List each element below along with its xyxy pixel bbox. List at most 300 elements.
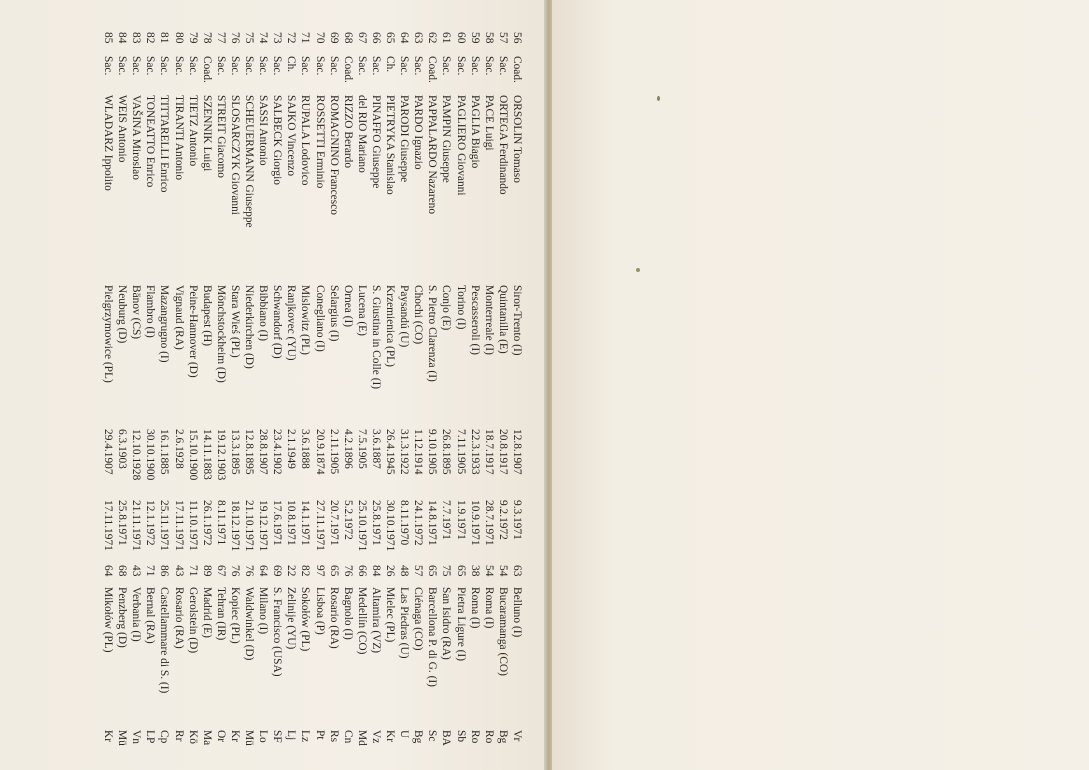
cell-age: 63 [511, 565, 523, 577]
cell-death-place: S. Francisco (USA) [271, 587, 284, 677]
cell-province: Sc [426, 730, 439, 742]
cell-death-place: Altamira (VZ) [370, 587, 382, 654]
cell-birthplace: Selargius (I) [327, 285, 340, 342]
cell-birthplace: Mazangrugno (I) [158, 285, 171, 363]
cell-age: 43 [130, 565, 143, 577]
table-row [129, 32, 143, 752]
cell-birthplace: S. Pietro Clarenza (I) [426, 285, 439, 382]
cell-number: 65 [384, 32, 397, 44]
cell-role: Sac. [398, 56, 411, 76]
cell-name: SCHEUERMANN Giuseppe [243, 95, 256, 228]
cell-age: 68 [116, 565, 129, 577]
cell-name: TIETZ Antonio [186, 95, 199, 167]
cell-death-place: Kopiec (PL) [229, 587, 241, 644]
cell-name: PAGLIERO Giovanni [454, 95, 467, 196]
cell-death-place: Waldwinkel (D) [243, 587, 256, 661]
cell-birthplace: Budapest (H) [200, 285, 213, 347]
cell-province: Mü [116, 730, 129, 746]
cell-birth-date: 1.12.1914 [412, 429, 425, 475]
cell-death-place: Belluno (I) [511, 587, 523, 638]
cell-birth-date: 2.6.1928 [172, 429, 185, 469]
table-row [439, 32, 453, 752]
cell-name: SLOSARCZYK Giovanni [229, 95, 241, 215]
cell-name: PAMPIN Giuseppe [440, 95, 453, 183]
cell-number: 73 [271, 32, 284, 44]
cell-name: RUPALA Lodovico [299, 95, 312, 186]
cell-number: 62 [426, 32, 439, 44]
cell-number: 67 [355, 32, 368, 44]
cell-birth-date: 13.3.1895 [229, 429, 241, 475]
cell-birth-date: 3.6.1887 [370, 429, 382, 469]
cell-number: 72 [285, 32, 298, 44]
cell-province: Kr [384, 730, 397, 743]
cell-name: TIRANTI Antonio [172, 95, 185, 181]
cell-role: Sac. [243, 56, 256, 76]
cell-role: Sac. [440, 56, 453, 76]
cell-province: BA [440, 730, 453, 746]
table-row [411, 32, 425, 752]
cell-death-place: Bagnolo (I) [341, 587, 354, 640]
cell-role: Sac. [158, 56, 171, 76]
cell-birth-date: 12.8.1907 [511, 429, 523, 475]
cell-name: ORTEGA Ferdinando [496, 95, 509, 195]
cell-age: 69 [271, 565, 284, 577]
cell-role: Sac. [229, 56, 241, 76]
cell-number: 75 [243, 32, 256, 44]
cell-name: PARDO Ignazio [412, 95, 425, 170]
cell-age: 22 [285, 565, 298, 577]
cell-birth-date: 7.5.1905 [355, 429, 368, 469]
cell-birthplace: Ranjkovec (YU) [285, 285, 298, 361]
cell-death-date: 8.11.1970 [398, 500, 411, 546]
table-row [482, 32, 496, 752]
necrology-table [84, 32, 524, 752]
cell-province: SF [271, 730, 284, 743]
cell-death-date: 25.8.1971 [370, 500, 382, 546]
cell-role: Sac. [355, 56, 368, 76]
cell-role: Sac. [370, 56, 382, 76]
cell-province: Vn [130, 730, 143, 744]
cell-number: 78 [200, 32, 213, 44]
cell-birth-date: 31.3.1922 [398, 429, 411, 475]
cell-death-date: 5.2.1972 [341, 500, 354, 540]
cell-age: 26 [384, 565, 397, 577]
cell-number: 66 [370, 32, 382, 44]
table-row [157, 32, 171, 752]
cell-birthplace: Mislowitz (PL) [299, 285, 312, 355]
table-row [496, 32, 510, 752]
cell-death-place: Barcellona P. di G. (I) [426, 587, 439, 687]
cell-birthplace: Niederkirchen (D) [243, 285, 256, 369]
cell-death-date: 1.9.1971 [454, 500, 467, 540]
cell-birthplace: Flambro (I) [144, 285, 157, 338]
table-row [313, 32, 327, 752]
cell-province: Ro [482, 730, 495, 744]
cell-number: 82 [144, 32, 157, 44]
table-row [425, 32, 439, 752]
cell-death-date: 25.8.1971 [116, 500, 129, 546]
cell-number: 64 [398, 32, 411, 44]
cell-number: 80 [172, 32, 185, 44]
cell-name: ROSSETTI Erminio [313, 95, 326, 189]
cell-age: 75 [440, 565, 453, 577]
table-row [115, 32, 129, 752]
cell-name: PAGLIA Biagio [468, 95, 481, 169]
cell-death-date: 10.8.1971 [285, 500, 298, 546]
cell-birth-date: 29.4.1907 [102, 429, 115, 475]
cell-death-date: 17.11.1971 [102, 500, 115, 551]
cell-role: Sac. [482, 56, 495, 76]
cell-birthplace: Torino (I) [454, 285, 467, 330]
cell-age: 65 [426, 565, 439, 577]
cell-name: PACE Luigi [482, 95, 495, 151]
table-row [454, 32, 468, 752]
cell-birth-date: 18.7.1917 [482, 429, 495, 475]
cell-death-place: Rosario (RA) [327, 587, 340, 649]
table-row [214, 32, 228, 752]
cell-number: 79 [186, 32, 199, 44]
cell-name: PINAFFO Giuseppe [370, 95, 382, 189]
cell-death-date: 28.7.1971 [482, 500, 495, 546]
cell-role: Sac. [144, 56, 157, 76]
cell-role: Sac. [271, 56, 284, 76]
cell-name: STREIT Giacomo [214, 95, 227, 178]
cell-birthplace: Pescasseroli (I) [468, 285, 481, 355]
cell-birth-date: 15.10.1900 [186, 429, 199, 481]
cell-age: 84 [370, 565, 382, 577]
cell-province: Mü [243, 730, 256, 746]
cell-age: 67 [214, 565, 227, 577]
cell-birth-date: 20.8.1917 [496, 429, 509, 475]
cell-death-date: 8.11.1971 [214, 500, 227, 546]
cell-death-date: 21.11.1971 [130, 500, 143, 551]
cell-birth-date: 19.12.1903 [214, 429, 227, 481]
cell-death-place: Mikołów (PL) [102, 587, 115, 653]
cell-birth-date: 23.4.1902 [271, 429, 284, 475]
cell-birthplace: Bänov (CS) [130, 285, 143, 340]
cell-death-date: 11.10.1971 [186, 500, 199, 551]
cell-age: 82 [299, 565, 312, 577]
cell-age: 57 [412, 565, 425, 577]
cell-age: 43 [172, 565, 185, 577]
cell-birth-date: 4.2.1896 [341, 429, 354, 469]
cell-role: Coad. [200, 56, 213, 83]
cell-birth-date: 12.8.1895 [243, 429, 256, 475]
cell-province: Kö [186, 730, 199, 744]
cell-birth-date: 22.3.1933 [468, 429, 481, 475]
cell-role: Sac. [496, 56, 509, 76]
cell-age: 54 [482, 565, 495, 577]
cell-age: 71 [186, 565, 199, 577]
cell-province: U [398, 730, 411, 739]
cell-role: Sac. [468, 56, 481, 76]
cell-death-date: 20.7.1971 [327, 500, 340, 546]
cell-number: 58 [482, 32, 495, 44]
cell-birthplace: Monterreale (I) [482, 285, 495, 355]
table-row [369, 32, 383, 752]
cell-birthplace: Conegliano (I) [313, 285, 326, 352]
cell-role: Sac. [257, 56, 270, 76]
cell-name: TONEATTO Enrico [144, 95, 157, 188]
cell-birthplace: Bibbiano (I) [257, 285, 270, 341]
table-row [383, 32, 397, 752]
cell-name: SZENNIK Luigi [200, 95, 213, 172]
cell-death-place: Rosario (RA) [172, 587, 185, 649]
cell-death-date: 10.9.1971 [468, 500, 481, 546]
table-row [256, 32, 270, 752]
cell-province: Ro [468, 730, 481, 744]
cell-death-date: 9.2.1972 [496, 500, 509, 540]
table-row [143, 32, 157, 752]
cell-province: Kr [229, 730, 241, 743]
cell-role: Sac. [313, 56, 326, 76]
cell-birthplace: Pielgrzymowice (PL) [102, 285, 115, 383]
cell-death-place: Gerolstein (D) [186, 587, 199, 654]
cell-number: 56 [511, 32, 523, 44]
cell-number: 68 [341, 32, 354, 44]
cell-name: WLADARZ Ippolito [102, 95, 115, 191]
cell-age: 38 [468, 565, 481, 577]
cell-role: Sac. [172, 56, 185, 76]
cell-role: Ch. [384, 56, 397, 73]
table-row [341, 32, 355, 752]
table-row [186, 32, 200, 752]
cell-role: Sac. [327, 56, 340, 76]
cell-province: Bg [496, 730, 509, 744]
cell-province: Pt [313, 730, 326, 740]
cell-death-date: 21.10.1971 [243, 500, 256, 552]
table-row [172, 32, 186, 752]
cell-age: 65 [327, 565, 340, 577]
cell-death-date: 9.3.1971 [511, 500, 523, 540]
cell-death-place: Medellín (CO) [355, 587, 368, 655]
cell-name: PAPPALARDO Nazareno [426, 95, 439, 215]
cell-birthplace: Krzemienica (PL) [384, 285, 397, 367]
cell-death-date: 26.1.1972 [200, 500, 213, 546]
cell-province: Kr [102, 730, 115, 743]
cell-name: del RIO Mariano [355, 95, 368, 173]
cell-province: Md [355, 730, 368, 746]
cell-birth-date: 30.10.1900 [144, 429, 157, 481]
cell-birth-date: 16.1.1885 [158, 429, 171, 475]
cell-name: ROMAGNINO Francesco [327, 95, 340, 215]
cell-birthplace: Lucena (E) [355, 285, 368, 336]
cell-death-date: 7.7.1971 [440, 500, 453, 540]
cell-death-place: Milano (I) [257, 587, 270, 635]
cell-death-date: 14.1.1971 [299, 500, 312, 546]
cell-name: PIETRYKA Stanislao [384, 95, 397, 195]
right-page [552, 0, 1089, 770]
cell-birth-date: 12.10.1928 [130, 429, 143, 481]
cell-death-date: 18.12.1971 [229, 500, 241, 552]
cell-death-place: Lisboa (P) [313, 587, 326, 635]
cell-birth-date: 3.6.1888 [299, 429, 312, 469]
cell-role: Sac. [412, 56, 425, 76]
cell-death-place: Roma (I) [468, 587, 481, 629]
cell-number: 61 [440, 32, 453, 44]
table-row [200, 32, 214, 752]
cell-death-date: 17.6.1971 [271, 500, 284, 546]
cell-death-date: 25.10.1971 [355, 500, 368, 552]
cell-role: Sac. [186, 56, 199, 76]
cell-name: WEIS Antonio [116, 95, 129, 163]
cell-death-place: Zelinije (YU) [285, 587, 298, 650]
cell-birthplace: Chochi (CO) [412, 285, 425, 345]
ink-speck [657, 96, 660, 101]
cell-province: Lo [257, 730, 270, 743]
cell-birthplace: Mönchstockheim (D) [214, 285, 227, 383]
cell-role: Sac. [214, 56, 227, 76]
cell-province: Vr [511, 730, 523, 742]
cell-province: Bg [412, 730, 425, 744]
cell-age: 54 [496, 565, 509, 577]
table-row [101, 32, 115, 752]
cell-birth-date: 26.4.1945 [384, 429, 397, 475]
cell-death-place: Tehran (IR) [214, 587, 227, 641]
cell-age: 71 [144, 565, 157, 577]
cell-number: 60 [454, 32, 467, 44]
cell-death-place: Las Piedras (U) [398, 587, 411, 659]
cell-birth-date: 9.10.1905 [426, 429, 439, 475]
cell-death-place: San Isidro (RA) [440, 587, 453, 660]
cell-role: Ch. [285, 56, 298, 73]
cell-birth-date: 20.9.1874 [313, 429, 326, 475]
cell-death-date: 17.11.1971 [172, 500, 185, 551]
cell-number: 74 [257, 32, 270, 44]
cell-birth-date: 26.8.1895 [440, 429, 453, 475]
cell-age: 64 [257, 565, 270, 577]
cell-birthplace: Peine-Hannover (D) [186, 285, 199, 378]
cell-name: ORSOLIN Tomaso [511, 95, 523, 183]
table-row [468, 32, 482, 752]
cell-age: 89 [200, 565, 213, 577]
cell-birthplace: Stara Wieś (PL) [229, 285, 241, 358]
table-row [397, 32, 411, 752]
table-row [355, 32, 369, 752]
table-row [270, 32, 284, 752]
cell-death-date: 14.8.1971 [426, 500, 439, 546]
cell-role: Coad. [426, 56, 439, 83]
cell-number: 57 [496, 32, 509, 44]
cell-number: 63 [412, 32, 425, 44]
cell-role: Sac. [454, 56, 467, 76]
cell-number: 77 [214, 32, 227, 44]
cell-age: 86 [158, 565, 171, 577]
cell-death-place: Madrid (E) [200, 587, 213, 638]
cell-number: 84 [116, 32, 129, 44]
cell-province: Ma [200, 730, 213, 746]
cell-province: Rr [172, 730, 185, 742]
cell-birthplace: Conjo (E) [440, 285, 453, 331]
cell-death-place: Mielec (PL) [384, 587, 397, 643]
cell-number: 70 [313, 32, 326, 44]
cell-number: 71 [299, 32, 312, 44]
cell-role: Sac. [130, 56, 143, 76]
cell-birthplace: Ornea (I) [341, 285, 354, 328]
cell-death-place: Ciénaga (CO) [412, 587, 425, 651]
cell-death-date: 24.1.1972 [412, 500, 425, 546]
cell-name: RIZZO Berardo [341, 95, 354, 169]
table-row [242, 32, 256, 752]
cell-name: PARODI Giuseppe [398, 95, 411, 183]
table-row [298, 32, 312, 752]
cell-birth-date: 2.1.1949 [285, 429, 298, 469]
cell-name: SAJKO Vincenzo [285, 95, 298, 177]
cell-birth-date: 7.11.1905 [454, 429, 467, 475]
cell-role: Sac. [116, 56, 129, 76]
cell-name: TITTARELLI Enrico [158, 95, 171, 193]
cell-name: VAŠINA Miroslao [130, 95, 143, 180]
cell-age: 66 [355, 565, 368, 577]
ink-speck [636, 268, 640, 272]
cell-death-place: Verbania (I) [130, 587, 143, 642]
cell-age: 65 [454, 565, 467, 577]
cell-province: Sb [454, 730, 467, 743]
cell-birth-date: 2.11.1905 [327, 429, 340, 475]
table-row [510, 32, 524, 752]
cell-number: 83 [130, 32, 143, 44]
cell-number: 85 [102, 32, 115, 44]
cell-age: 97 [313, 565, 326, 577]
cell-province: Cn [341, 730, 354, 744]
cell-province: Lj [285, 730, 298, 741]
cell-birthplace: Siror-Trento (I) [511, 285, 523, 356]
cell-role: Sac. [102, 56, 115, 76]
cell-role: Coad. [341, 56, 354, 83]
cell-province: Rs [327, 730, 340, 743]
cell-role: Sac. [299, 56, 312, 76]
cell-name: SALBECK Giorgio [271, 95, 284, 185]
cell-birthplace: Paysandú (U) [398, 285, 411, 348]
cell-number: 76 [229, 32, 241, 44]
cell-province: Lz [299, 730, 312, 743]
cell-death-place: Castellammare di S. (I) [158, 587, 171, 694]
cell-birth-date: 28.8.1907 [257, 429, 270, 475]
cell-role: Coad. [511, 56, 523, 83]
cell-birth-date: 14.11.1883 [200, 429, 213, 480]
cell-death-place: Bernal (RA) [144, 587, 157, 644]
cell-number: 81 [158, 32, 171, 44]
cell-name: SASSI Antonio [257, 95, 270, 166]
cell-death-place: Bucaramanga (CO) [496, 587, 509, 676]
cell-death-date: 19.12.1971 [257, 500, 270, 552]
cell-death-date: 30.10.1971 [384, 500, 397, 552]
cell-death-date: 12.1.1972 [144, 500, 157, 546]
cell-number: 69 [327, 32, 340, 44]
cell-age: 76 [341, 565, 354, 577]
table-row [228, 32, 242, 752]
cell-death-date: 25.11.1971 [158, 500, 171, 551]
cell-birthplace: Vignaud (RA) [172, 285, 185, 350]
cell-death-date: 27.11.1971 [313, 500, 326, 551]
cell-birthplace: Neuburg (D) [116, 285, 129, 344]
cell-death-place: Penzberg (D) [116, 587, 129, 648]
cell-province: LP [144, 730, 157, 744]
cell-death-place: Pietra Ligure (I) [454, 587, 467, 662]
cell-number: 59 [468, 32, 481, 44]
cell-death-place: Roma (I) [482, 587, 495, 629]
cell-birthplace: Quintanilla (E) [496, 285, 509, 354]
cell-age: 48 [398, 565, 411, 577]
cell-age: 76 [229, 565, 241, 577]
cell-birthplace: S. Giustina in Colle (I) [370, 285, 382, 390]
table-row [284, 32, 298, 752]
cell-birthplace: Schwandorf (D) [271, 285, 284, 359]
cell-age: 64 [102, 565, 115, 577]
cell-death-place: Sokołów (PL) [299, 587, 312, 652]
cell-province: Vz [370, 730, 382, 744]
cell-province: Or [214, 730, 227, 743]
